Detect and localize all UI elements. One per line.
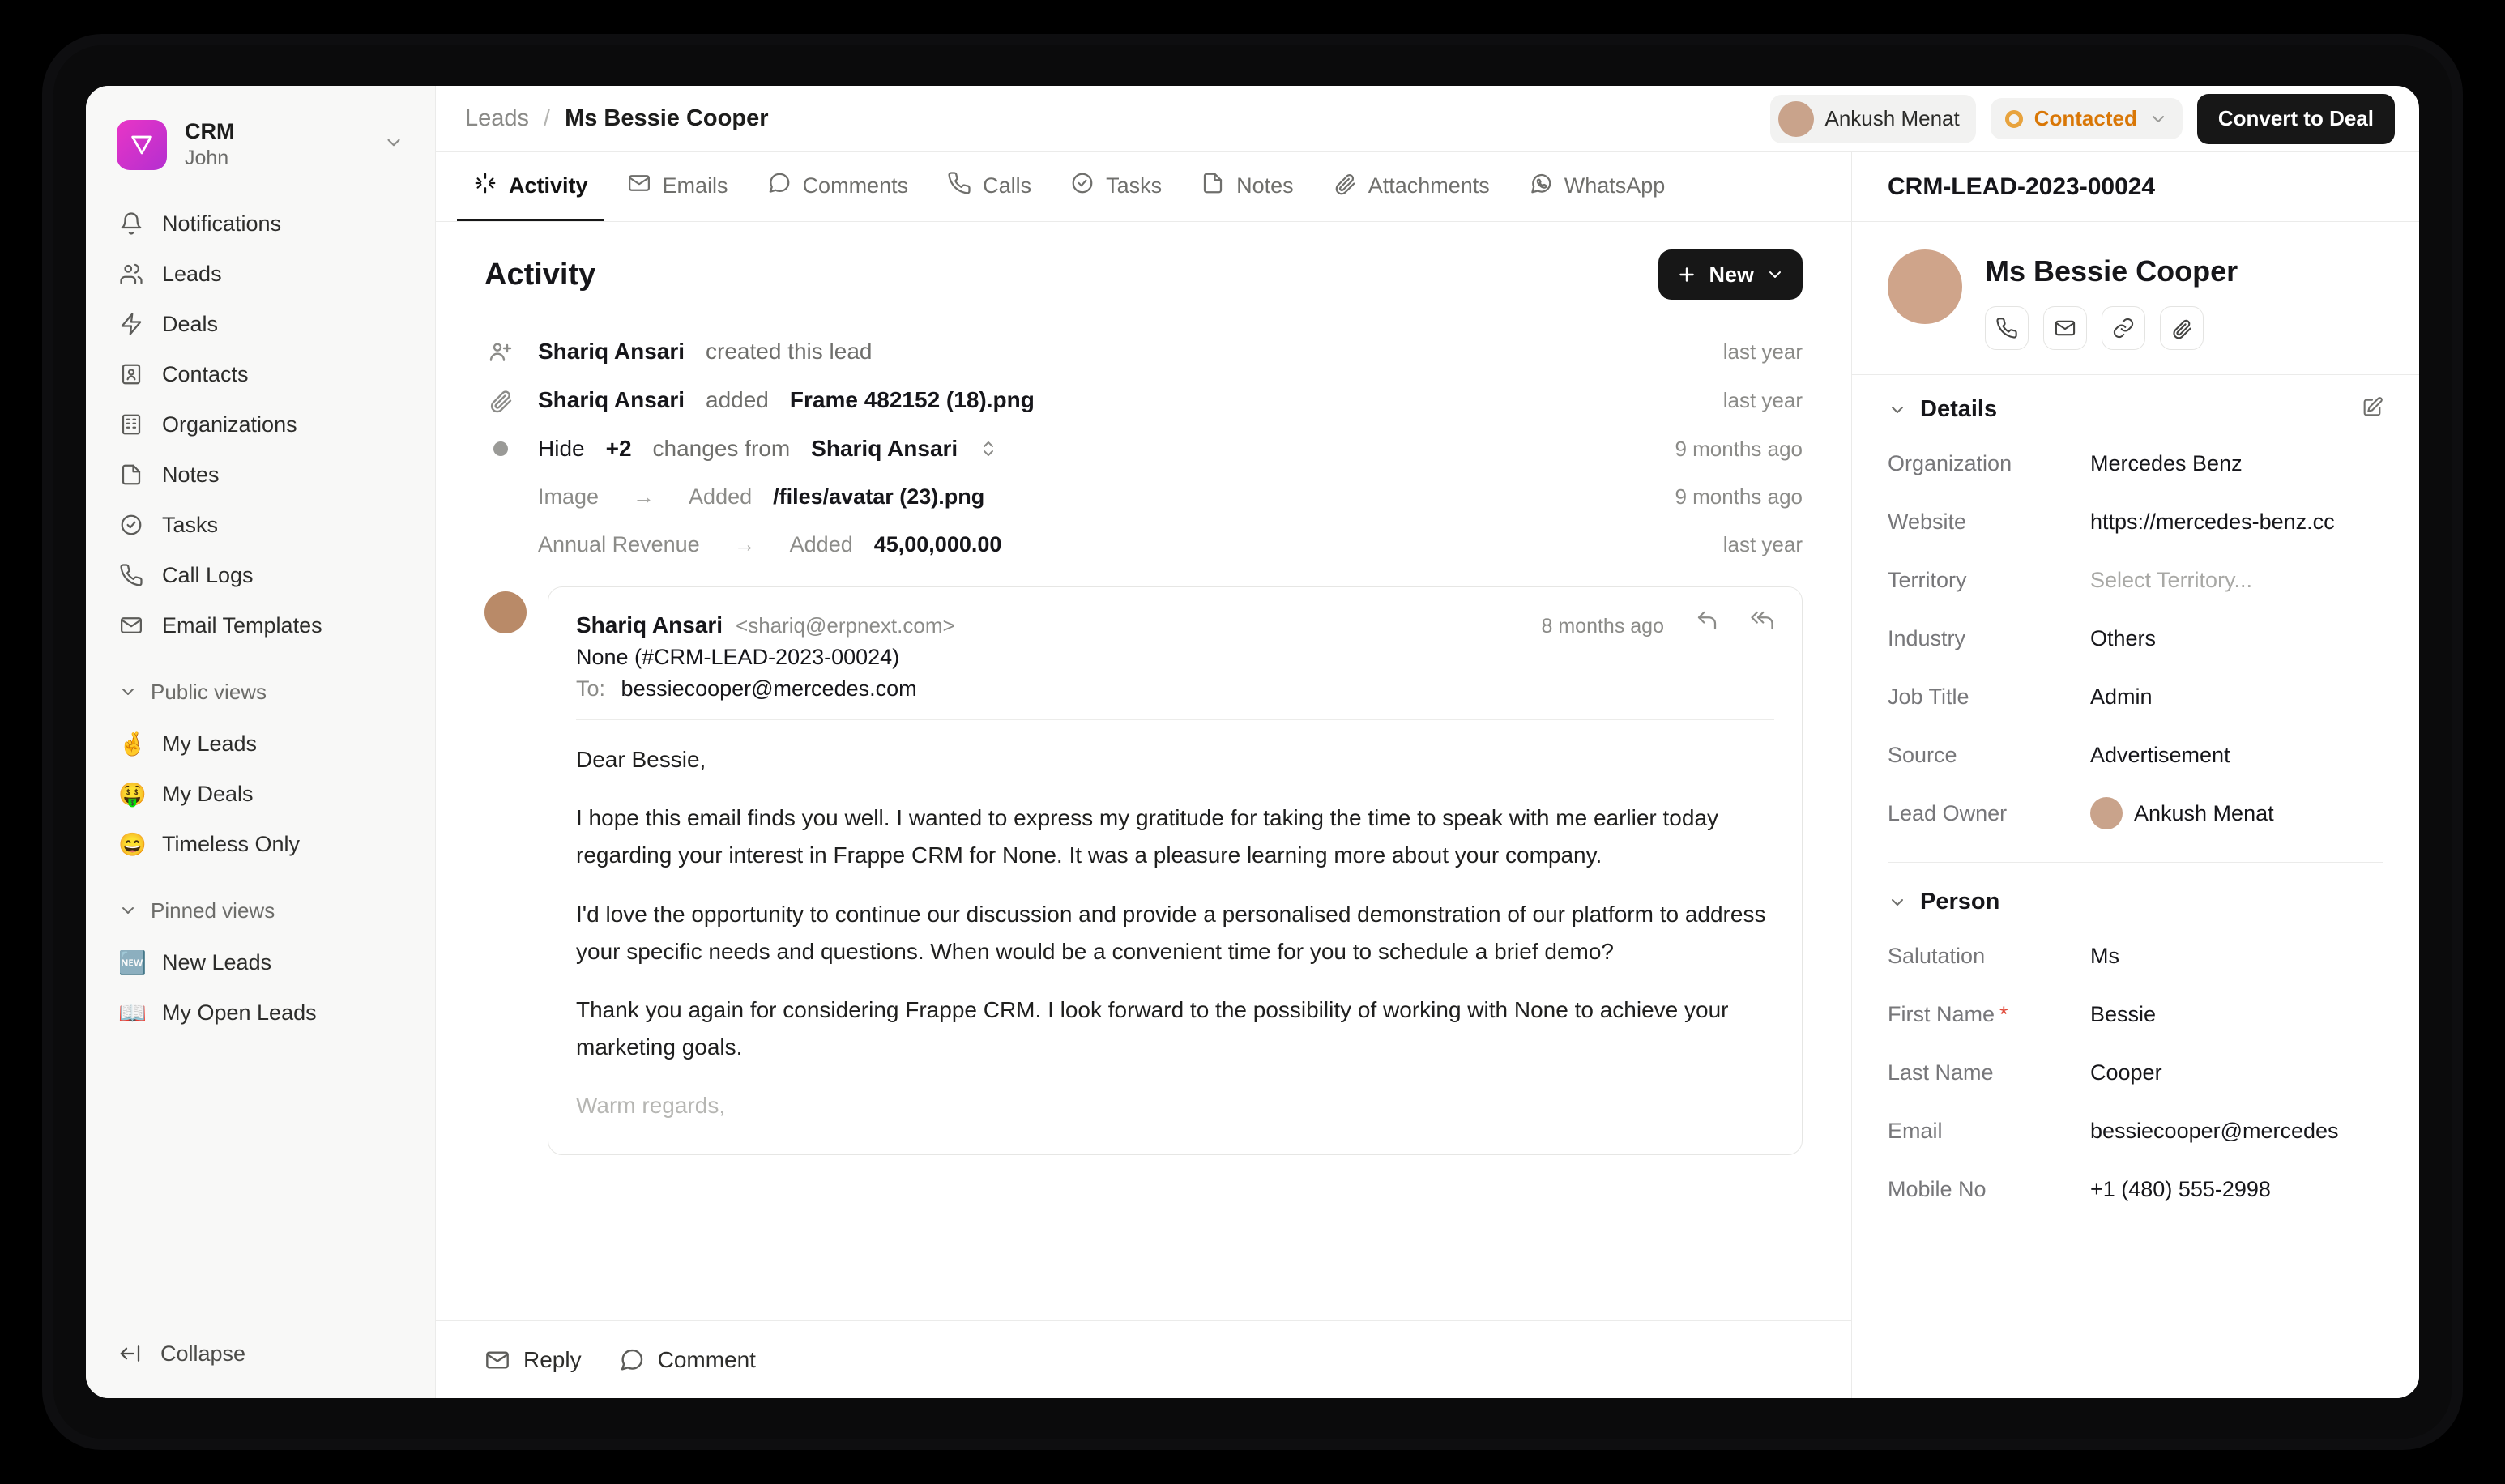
field-label: Source: [1888, 742, 1957, 767]
sidebar-item-my-open-leads[interactable]: [105, 987, 416, 1038]
event-actor: Shariq Ansari: [538, 339, 685, 364]
field-value[interactable]: bessiecooper@mercedes: [2090, 1118, 2339, 1143]
field-label: Mobile No: [1888, 1176, 1987, 1201]
crm-logo-icon: [117, 120, 167, 170]
field-label: Last Name: [1888, 1060, 1994, 1085]
comment-icon: [767, 171, 792, 201]
main-area: [436, 86, 2419, 1398]
device-frame: [53, 45, 2452, 1439]
assignee-chip[interactable]: [1770, 95, 1976, 143]
field-label: Job Title: [1888, 684, 1969, 709]
person-section: [1852, 868, 2419, 1223]
sort-toggle-icon[interactable]: [979, 439, 998, 458]
brand-title: CRM: [185, 119, 235, 143]
event-time: last year: [1722, 387, 1803, 412]
sidebar-item-timeless-only[interactable]: [105, 819, 416, 869]
event-action: added: [706, 387, 769, 412]
field-label: Lead Owner: [1888, 800, 2008, 825]
email-paragraph: I'd love the opportunity to continue our discussion and provide a personalised demonstration of our platform to address your specific needs and questions. When would be a convenient time for you to schedule a brief demo?: [576, 901, 1766, 964]
tab-notes[interactable]: [1184, 153, 1310, 221]
email-paragraph: Dear Bessie,: [576, 747, 706, 772]
sidebar-item-leads[interactable]: [105, 249, 416, 299]
arrow-right-icon: →: [633, 484, 655, 509]
field-label: Website: [1888, 509, 1967, 534]
email-paragraph: Thank you again for considering Frappe CRM. I look forward to the possibility of working with None to achieve your marketing goals.: [576, 996, 1729, 1060]
changes-time: 9 months ago: [1675, 436, 1803, 461]
paperclip-icon: [1333, 171, 1357, 201]
changes-actor: Shariq Ansari: [811, 436, 958, 461]
sidebar-item-new-leads[interactable]: [105, 937, 416, 987]
phone-icon: [118, 562, 144, 588]
task-icon: [1070, 171, 1095, 201]
field-source: [1888, 726, 2383, 784]
record-name: Ms Bessie Cooper: [1985, 254, 2238, 288]
field-first-name: [1888, 985, 2383, 1043]
field-lead-owner: [1888, 784, 2383, 842]
sidebar-item-tasks[interactable]: [105, 500, 416, 550]
tab-calls[interactable]: [931, 153, 1048, 221]
tab-comments[interactable]: [751, 153, 925, 221]
sidebar-item-organizations[interactable]: [105, 399, 416, 450]
change-time: last year: [1722, 532, 1803, 556]
required-indicator: *: [1999, 1001, 2008, 1026]
field-label: Organization: [1888, 450, 2012, 475]
person-section-header[interactable]: [1888, 889, 2383, 915]
field-value[interactable]: Cooper: [2090, 1060, 2162, 1085]
mail-icon: [627, 171, 651, 201]
sidebar-item-label: New Leads: [162, 949, 272, 974]
phone-icon[interactable]: [1985, 306, 2029, 350]
field-email: [1888, 1102, 2383, 1160]
chevron-down-icon: [1888, 400, 1907, 420]
contacts-icon: [118, 361, 144, 387]
sidebar-item-label: Deals: [162, 311, 219, 336]
email-recipient-row: [576, 676, 1774, 701]
deals-icon: [118, 311, 144, 337]
sidebar-item-notes[interactable]: [105, 450, 416, 500]
pinned-views-list: [86, 937, 435, 1038]
email-content: [576, 741, 1774, 1125]
tab-emails[interactable]: [611, 153, 745, 221]
changes-count: +2: [605, 436, 632, 461]
top-bar: [436, 86, 2419, 152]
avatar: [2090, 797, 2123, 829]
tab-label: WhatsApp: [1564, 173, 1666, 198]
field-organization: [1888, 434, 2383, 493]
sidebar-item-label: Call Logs: [162, 562, 254, 587]
activity-feed: [436, 222, 1851, 1320]
sidebar-item-label: Timeless Only: [162, 831, 301, 856]
tasks-icon: [118, 512, 144, 538]
details-section: [1852, 375, 2419, 868]
avatar: [484, 591, 527, 633]
field-label: Email: [1888, 1118, 1943, 1143]
new-button-label: New: [1709, 262, 1754, 287]
field-value[interactable]: Mercedes Benz: [2090, 450, 2243, 475]
divider: [1888, 862, 2383, 863]
email-header: [576, 608, 1774, 638]
avatar: [1778, 101, 1814, 137]
bell-icon: [118, 211, 144, 237]
edit-icon[interactable]: [2361, 396, 2383, 423]
reply-icon: [484, 1347, 510, 1373]
email-sender: Shariq Ansari: [576, 612, 723, 638]
reply-label: Reply: [523, 1346, 582, 1372]
event-time: last year: [1722, 339, 1803, 364]
chevron-down-icon: [118, 682, 138, 701]
sidebar-item-label: Notes: [162, 462, 220, 487]
assignee-name: Ankush Menat: [1824, 106, 1960, 130]
public-views-label: Public views: [151, 679, 267, 704]
tab-tasks[interactable]: [1054, 153, 1178, 221]
convert-to-deal-button[interactable]: Convert to Deal: [2197, 94, 2395, 144]
tab-label: Emails: [662, 173, 728, 198]
smile-emoji-icon: 😄: [118, 831, 147, 857]
field-industry: [1888, 609, 2383, 667]
sidebar-item-label: Organizations: [162, 412, 297, 437]
sidebar-item-label: My Leads: [162, 731, 258, 756]
paperclip-icon[interactable]: [2160, 306, 2204, 350]
breadcrumb-current: Ms Bessie Cooper: [565, 105, 769, 131]
tab-whatsapp[interactable]: [1513, 153, 1682, 221]
sidebar-item-label: My Open Leads: [162, 1000, 317, 1025]
content-row: [436, 152, 2419, 1398]
collapse-sidebar-button[interactable]: [105, 1327, 416, 1380]
status-dot-icon: [2005, 110, 2023, 128]
field-label: First Name: [1888, 1001, 1995, 1026]
field-label: Industry: [1888, 625, 1966, 650]
paperclip-icon: [484, 387, 517, 413]
divider: [576, 719, 1774, 720]
sidebar-item-label: Contacts: [162, 361, 249, 386]
sidebar-item-label: Notifications: [162, 211, 282, 236]
details-panel: [1852, 152, 2419, 1398]
change-action: Added: [789, 532, 853, 556]
chevron-down-icon: [1888, 893, 1907, 912]
sidebar-nav: [86, 198, 435, 650]
change-row: [484, 473, 1803, 521]
field-value[interactable]: Others: [2090, 625, 2157, 650]
field-value: Ankush Menat: [2134, 800, 2274, 825]
email-body-container: [548, 586, 1803, 1155]
tab-label: Calls: [983, 173, 1032, 198]
email-paragraph: Warm regards,: [576, 1093, 726, 1119]
tab-label: Notes: [1236, 173, 1294, 198]
field-value[interactable]: Ms: [2090, 943, 2119, 968]
link-icon[interactable]: [2102, 306, 2145, 350]
tab-label: Attachments: [1368, 173, 1490, 198]
chevron-down-icon: [118, 901, 138, 920]
public-views-header[interactable]: [105, 670, 416, 714]
breadcrumb-leads[interactable]: Leads: [465, 105, 530, 131]
event-actor: Shariq Ansari: [538, 387, 685, 412]
field-job-title: [1888, 667, 2383, 726]
collapse-icon: [118, 1341, 144, 1366]
event-action: created this lead: [706, 339, 873, 364]
field-value[interactable]: https://mercedes-benz.cc: [2090, 509, 2335, 534]
public-views-list: [86, 719, 435, 869]
tab-label: Tasks: [1106, 173, 1163, 198]
email-to-label: To:: [576, 676, 606, 701]
pinned-views-label: Pinned views: [151, 898, 275, 923]
email-activity-card: [484, 586, 1803, 1155]
sidebar-item-contacts[interactable]: [105, 349, 416, 399]
field-mobile-no: [1888, 1160, 2383, 1218]
tab-attachments[interactable]: [1317, 153, 1506, 221]
sidebar-item-label: My Deals: [162, 781, 254, 806]
collapse-label: Collapse: [160, 1341, 246, 1366]
activity-footer: [436, 1320, 1851, 1398]
app-window: [86, 86, 2419, 1398]
change-value: 45,00,000.00: [873, 532, 1002, 556]
money-face-emoji-icon: 🤑: [118, 781, 147, 807]
sidebar-item-my-leads[interactable]: [105, 719, 416, 769]
sidebar-item-label: Leads: [162, 261, 222, 286]
sidebar-item-deals[interactable]: [105, 299, 416, 349]
person-title: Person: [1920, 889, 2000, 915]
comment-icon: [619, 1347, 645, 1373]
email-sender-address: <shariq@erpnext.com>: [736, 613, 955, 638]
field-value[interactable]: Bessie: [2090, 1001, 2157, 1026]
tab-bar: [436, 152, 1851, 222]
field-label: Territory: [1888, 567, 1967, 592]
details-section-header[interactable]: [1888, 396, 2383, 423]
email-to-value: bessiecooper@mercedes.com: [621, 676, 917, 701]
field-value[interactable]: Advertisement: [2090, 742, 2230, 767]
field-website: [1888, 493, 2383, 551]
reply-icon[interactable]: [1695, 608, 1719, 633]
changes-text: changes from: [652, 436, 791, 461]
mail-icon[interactable]: [2043, 306, 2087, 350]
sidebar-item-my-deals[interactable]: [105, 769, 416, 819]
field-value[interactable]: Select Territory...: [2090, 567, 2253, 592]
quick-actions: [1985, 306, 2238, 350]
change-action: Added: [689, 484, 753, 509]
field-territory: [1888, 551, 2383, 609]
status-label: Contacted: [2033, 106, 2137, 130]
bullet-icon: [484, 441, 517, 456]
sidebar-spacer: [86, 1038, 435, 1327]
tab-activity[interactable]: [457, 153, 604, 221]
change-time: 9 months ago: [1675, 484, 1803, 509]
user-plus-icon: [484, 339, 517, 365]
phone-icon: [947, 171, 971, 201]
activity-event: [484, 327, 1803, 376]
hand-emoji-icon: 🤞: [118, 731, 147, 757]
activity-icon: [473, 171, 497, 201]
reply-button[interactable]: [484, 1347, 582, 1373]
activity-header: [484, 249, 1803, 300]
change-value: /files/avatar (23).png: [773, 484, 985, 509]
tab-label: Comments: [802, 173, 909, 198]
sidebar-item-label: Email Templates: [162, 612, 322, 638]
sidebar: [86, 86, 436, 1398]
record-id: CRM-LEAD-2023-00024: [1852, 152, 2419, 222]
record-hero: [1852, 222, 2419, 375]
chevron-down-icon: [2149, 109, 2168, 129]
field-value-wrapper[interactable]: [2090, 797, 2274, 829]
event-target[interactable]: Frame 482152 (18).png: [789, 387, 1035, 412]
book-emoji-icon: 📖: [118, 1000, 147, 1026]
change-field: Image: [538, 484, 600, 509]
activity-column: [436, 152, 1852, 1398]
chevron-down-icon: [383, 132, 404, 157]
comment-label: Comment: [657, 1346, 756, 1372]
field-label-wrapper: [1888, 1002, 2090, 1027]
chevron-down-icon: [1765, 265, 1785, 284]
whatsapp-icon: [1529, 171, 1553, 201]
page-title: Activity: [484, 257, 596, 292]
workspace-switcher[interactable]: [105, 109, 416, 181]
changes-hide-label: Hide: [538, 436, 585, 461]
comment-button[interactable]: [619, 1347, 756, 1373]
activity-event: [484, 376, 1803, 424]
organizations-icon: [118, 412, 144, 437]
sidebar-item-label: Tasks: [162, 512, 219, 537]
notes-icon: [118, 462, 144, 488]
tab-label: Activity: [509, 173, 588, 198]
new-emoji-icon: 🆕: [118, 949, 147, 975]
avatar[interactable]: [1888, 249, 1962, 324]
email-time: 8 months ago: [1541, 615, 1664, 638]
status-badge[interactable]: [1991, 98, 2183, 139]
field-salutation: [1888, 927, 2383, 985]
field-value[interactable]: Admin: [2090, 684, 2153, 709]
pinned-views-header[interactable]: [105, 889, 416, 932]
change-row: [484, 521, 1803, 569]
changes-toggle[interactable]: [484, 424, 1803, 473]
plus-icon: [1676, 264, 1697, 285]
mail-icon: [118, 612, 144, 638]
leads-icon: [118, 261, 144, 287]
field-label: Salutation: [1888, 943, 1986, 968]
field-last-name: [1888, 1043, 2383, 1102]
brand-user: John: [185, 146, 229, 169]
field-value[interactable]: +1 (480) 555-2998: [2090, 1176, 2271, 1201]
note-icon: [1201, 171, 1225, 201]
new-activity-button[interactable]: [1658, 249, 1803, 300]
sidebar-item-call-logs[interactable]: [105, 550, 416, 600]
breadcrumb-separator: /: [544, 105, 551, 131]
sidebar-item-email-templates[interactable]: [105, 600, 416, 650]
arrow-right-icon: →: [733, 532, 756, 556]
sidebar-item-notifications[interactable]: [105, 198, 416, 249]
change-field: Annual Revenue: [538, 532, 700, 556]
email-paragraph: I hope this email finds you well. I wanted to express my gratitude for taking the time to speak with me earlier today regarding your interest in Frappe CRM for None. It was a pleasure learning more about your company.: [576, 805, 1719, 868]
reply-all-icon[interactable]: [1750, 608, 1774, 633]
email-subject: None (#CRM-LEAD-2023-00024): [576, 645, 900, 669]
details-title: Details: [1920, 396, 1998, 422]
